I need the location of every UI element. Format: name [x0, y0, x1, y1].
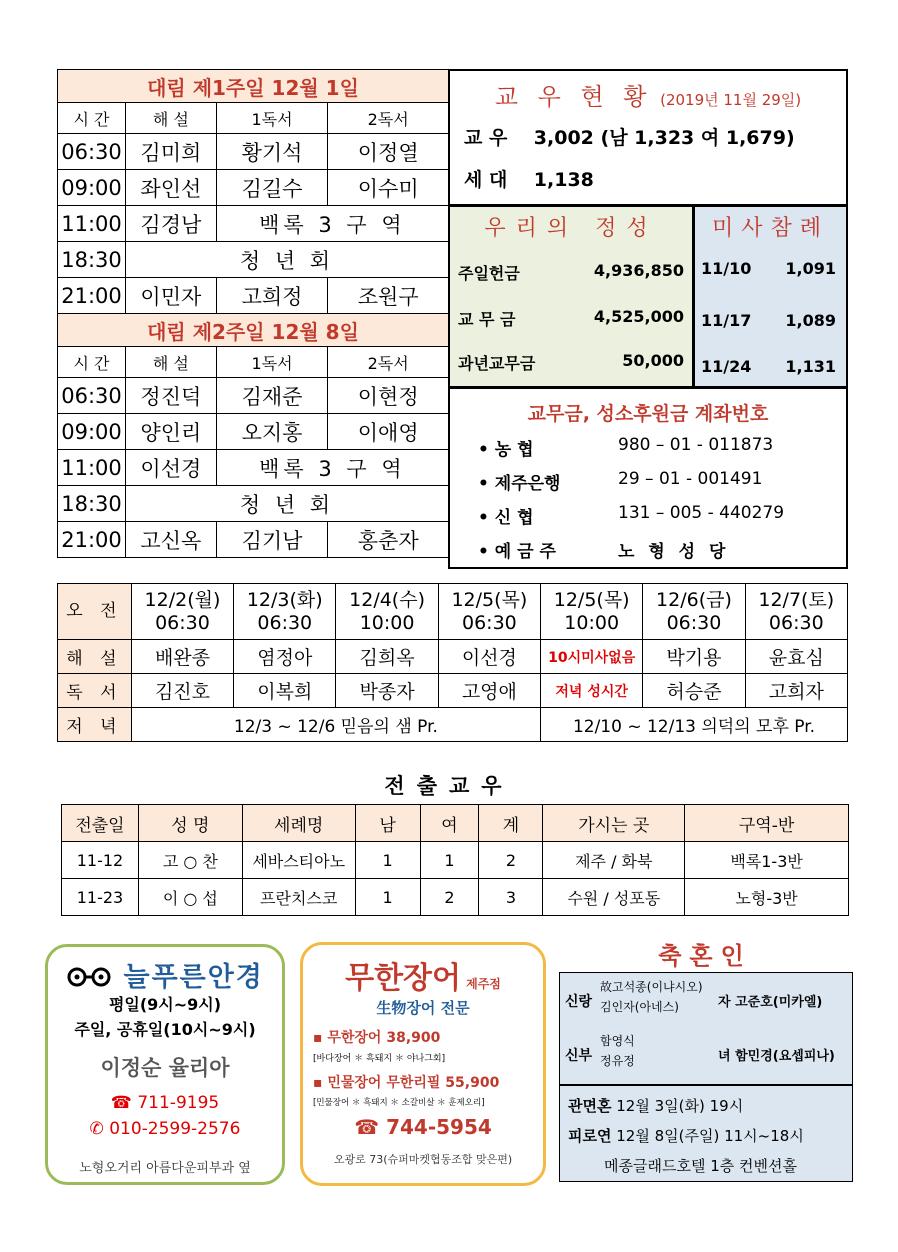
glasses-shop-ad [45, 944, 285, 1185]
cell: 1 [355, 842, 420, 879]
cell: 수원 / 성포동 [543, 879, 685, 916]
day-header: 12/5(목) 06:30 [438, 584, 540, 640]
time-cell: 21:00 [58, 278, 126, 314]
attendance-row: 11/10 1,091 [701, 259, 836, 278]
time-cell: 21:00 [58, 522, 126, 558]
offerings-panel [448, 205, 694, 388]
header-cell: 가시는 곳 [543, 805, 685, 842]
glasses-icon [66, 966, 112, 988]
attendance-row: 11/24 1,131 [701, 357, 836, 376]
offerings-title: 우리의 정성 [484, 216, 658, 241]
account-row: • 제주은행 29 – 01 - 001491 [478, 469, 763, 494]
group-cell: 청 년 회 [125, 486, 448, 522]
row-label-am: 오 전 [58, 584, 132, 640]
time-cell: 11:00 [58, 450, 126, 486]
parishioner-count: 교 우 3,002 (남 1,323 여 1,679) [464, 127, 795, 149]
cell: 제주 / 화북 [543, 842, 685, 879]
name-cell: 고희정 [216, 278, 328, 314]
menu-item: ▪ 민물장어 무한리필 55,900 [313, 1075, 500, 1091]
col-haeseol: 해 설 [125, 103, 216, 134]
time-cell: 09:00 [58, 170, 126, 206]
notice-cell: 10시미사없음 [541, 640, 643, 674]
col-reading1: 1독서 [216, 103, 328, 134]
evening-schedule: 12/3 ~ 12/6 믿음의 샘 Pr. [131, 708, 540, 742]
shop-location: 노형오거리 아름다운피부과 옆 [79, 1161, 251, 1176]
name-cell: 좌인선 [125, 170, 216, 206]
owner-name: 이정순 율리아 [100, 1056, 230, 1080]
name-cell: 이현정 [328, 378, 449, 414]
time-cell: 18:30 [58, 486, 126, 522]
day-header: 12/7(토) 06:30 [745, 584, 847, 640]
table-row [62, 879, 849, 916]
cell: 11-23 [62, 879, 139, 916]
name-cell: 고영애 [438, 674, 540, 708]
week2-title: 대림 제2주일 12월 8일 [58, 314, 449, 347]
header-cell: 성 명 [138, 805, 242, 842]
weekday-mass-table [57, 583, 848, 742]
name-cell: 오지홍 [216, 414, 328, 450]
venue: 메종글래드호텔 1층 컨벤션홀 [604, 1157, 797, 1175]
day-header: 12/6(금) 06:30 [643, 584, 745, 640]
name-cell: 김희옥 [336, 640, 438, 674]
name-cell: 김경남 [125, 206, 216, 242]
name-cell: 이선경 [438, 640, 540, 674]
bride-label: 신부 [565, 1048, 593, 1064]
time-cell: 11:00 [58, 206, 126, 242]
phone-number: ☎ 711-9195 [110, 1093, 220, 1113]
name-cell: 이정열 [328, 134, 449, 170]
eel-restaurant-name: 무한장어 제주점 [345, 961, 501, 996]
account-row: • 농 협 980 – 01 - 011873 [478, 435, 774, 460]
account-title: 교무금, 성소후원금 계좌번호 [527, 403, 769, 425]
time-cell: 18:30 [58, 242, 126, 278]
cell: 11-12 [62, 842, 139, 879]
eel-restaurant-ad [300, 942, 546, 1186]
account-row: • 신 협 131 – 005 - 440279 [478, 503, 785, 528]
wedding-couple-panel [559, 972, 853, 1085]
name-cell: 이민자 [125, 278, 216, 314]
cell: 2 [479, 842, 543, 879]
day-header: 12/2(월) 06:30 [131, 584, 233, 640]
mobile-number: ✆ 010-2599-2576 [89, 1119, 241, 1139]
wedding-event-panel [559, 1085, 853, 1182]
col-haeseol: 해 설 [125, 347, 216, 378]
name-cell: 윤효심 [745, 640, 847, 674]
mass-attendance-title: 미사참례 [711, 216, 829, 241]
table-row [62, 842, 849, 879]
col-time: 시 간 [58, 347, 126, 378]
evening-schedule: 12/10 ~ 12/13 의덕의 모후 Pr. [541, 708, 848, 742]
cell: 이 ○ 섭 [138, 879, 242, 916]
notice-cell: 저녁 성시간 [541, 674, 643, 708]
header-cell: 남 [355, 805, 420, 842]
restaurant-location: 오광로 73(슈퍼마켓협동조합 맞은편) [333, 1153, 513, 1166]
col-reading1: 1독서 [216, 347, 328, 378]
name-cell: 허승준 [643, 674, 745, 708]
group-cell: 백록 3 구 역 [216, 450, 448, 486]
name-cell: 고신옥 [125, 522, 216, 558]
time-cell: 06:30 [58, 378, 126, 414]
offering-row: 교 무 금 4,525,000 [458, 307, 684, 329]
time-cell: 09:00 [58, 414, 126, 450]
name-cell: 배완종 [131, 640, 233, 674]
groom-name: 자 고준호(미카엘) [718, 995, 823, 1010]
bride-parents: 함영식 정유정 [600, 1034, 635, 1068]
day-header: 12/5(목) 10:00 [541, 584, 643, 640]
col-time: 시 간 [58, 103, 126, 134]
time-cell: 06:30 [58, 134, 126, 170]
cell: 고 ○ 찬 [138, 842, 242, 879]
event-row: 관면혼 12월 3일(화) 19시 [568, 1097, 744, 1115]
cell: 1 [420, 842, 479, 879]
name-cell: 염정아 [234, 640, 336, 674]
attendance-row: 11/17 1,089 [701, 311, 836, 330]
col-reading2: 2독서 [328, 103, 449, 134]
offering-row: 과년교무금 50,000 [458, 351, 684, 373]
mass-attendance-panel [693, 205, 848, 388]
name-cell: 김기남 [216, 522, 328, 558]
menu-note: [민물장어 ＊ 흑돼지 ＊ 소갈비살 ＊ 훈제오리] [313, 1098, 485, 1108]
header-cell: 계 [479, 805, 543, 842]
name-cell: 김미희 [125, 134, 216, 170]
row-label-evening: 저 녁 [58, 708, 132, 742]
header-cell: 여 [420, 805, 479, 842]
wedding-title: 축혼인 [658, 942, 752, 970]
name-cell: 황기석 [216, 134, 328, 170]
name-cell: 김진호 [131, 674, 233, 708]
name-cell: 이선경 [125, 450, 216, 486]
cell: 백록1-3반 [685, 842, 849, 879]
groom-label: 신랑 [565, 994, 593, 1010]
bride-name: 녀 함민경(요셉피나) [718, 1049, 835, 1064]
day-header: 12/4(수) 10:00 [336, 584, 438, 640]
name-cell: 이복희 [234, 674, 336, 708]
name-cell: 조원구 [328, 278, 449, 314]
row-label-haeseol: 해 설 [58, 640, 132, 674]
weekday-hours: 평일(9시~9시) [108, 995, 222, 1014]
name-cell: 박종자 [336, 674, 438, 708]
cell: 2 [420, 879, 479, 916]
name-cell: 양인리 [125, 414, 216, 450]
header-cell: 세례명 [242, 805, 355, 842]
event-row: 피로연 12월 8일(주일) 11시~18시 [568, 1127, 804, 1145]
parishioner-status-title: 교 우 현 황 (2019년 11월 29일) [494, 83, 802, 111]
account-panel [448, 387, 848, 569]
col-reading2: 2독서 [328, 347, 449, 378]
phone-number: ☎ 744-5954 [354, 1115, 492, 1139]
groom-parents: 故고석종(이냐시오) 김인자(아네스) [600, 980, 703, 1014]
holiday-hours: 주일, 공휴일(10시~9시) [74, 1020, 256, 1039]
header-cell: 전출일 [62, 805, 139, 842]
week1-title: 대림 제1주일 12월 1일 [58, 70, 449, 103]
name-cell: 박기용 [643, 640, 745, 674]
name-cell: 이애영 [328, 414, 449, 450]
eel-subtitle: 生物장어 전문 [376, 999, 470, 1017]
name-cell: 이수미 [328, 170, 449, 206]
account-row: • 예 금 주 노 형 성 당 [478, 542, 730, 562]
departure-table [61, 804, 849, 916]
cell: 1 [355, 879, 420, 916]
menu-item: ▪ 무한장어 38,900 [313, 1030, 441, 1046]
parishioner-status-panel [448, 69, 848, 206]
group-cell: 백록 3 구 역 [216, 206, 448, 242]
cell: 프란치스코 [242, 879, 355, 916]
cell: 세바스티아노 [242, 842, 355, 879]
day-header: 12/3(화) 06:30 [234, 584, 336, 640]
cell: 노형-3반 [685, 879, 849, 916]
row-label-dokseo: 독 서 [58, 674, 132, 708]
name-cell: 고희자 [745, 674, 847, 708]
group-cell: 청 년 회 [125, 242, 448, 278]
glasses-shop-name: 늘푸른안경 [48, 955, 282, 994]
departure-title: 전출교우 [384, 774, 514, 798]
cell: 3 [479, 879, 543, 916]
name-cell: 김길수 [216, 170, 328, 206]
name-cell: 정진덕 [125, 378, 216, 414]
offering-row: 주일헌금 4,936,850 [458, 261, 684, 283]
header-cell: 구역-반 [685, 805, 849, 842]
household-count: 세 대 1,138 [464, 169, 594, 191]
menu-note: [바다장어 ＊ 흑돼지 ＊ 야나그회] [313, 1054, 446, 1064]
name-cell: 김재준 [216, 378, 328, 414]
name-cell: 홍춘자 [328, 522, 449, 558]
reader-schedule-table [57, 69, 449, 558]
